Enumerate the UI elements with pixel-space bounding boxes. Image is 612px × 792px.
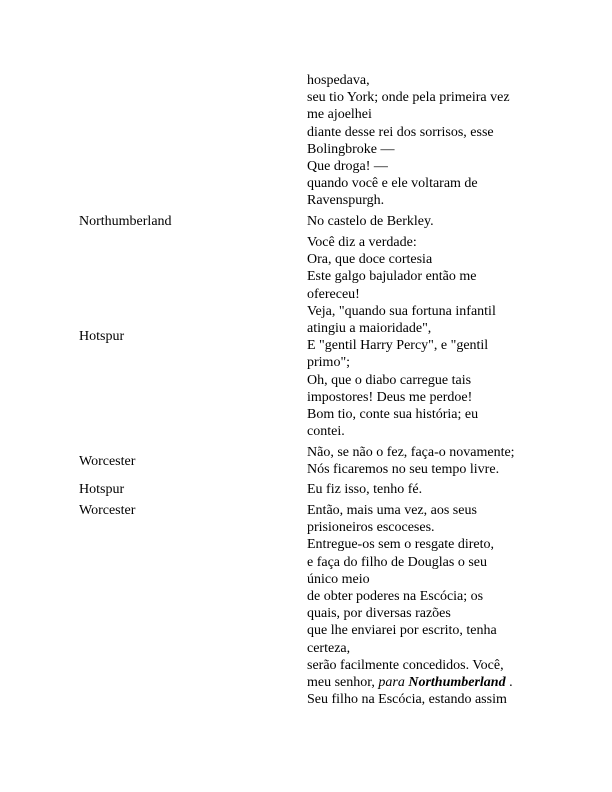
speaker-name: Hotspur [79,329,125,344]
dialogue-line: Entregue-os sem o resgate direto, [307,537,494,553]
dialogue-line: prisioneiros escoceses. [307,520,435,536]
line-prefix: meu senhor, [307,674,379,690]
dialogue-line: Seu filho na Escócia, estando assim [307,692,507,708]
bold-italic-name: Northumberland [408,674,506,690]
dialogue-line: impostores! Deus me perdoe! [307,389,473,405]
dialogue-lines [307,234,547,440]
dialogue-lines [307,213,547,230]
dialogue-line: Ora, que doce cortesia [307,252,433,268]
dialogue-line: Este galgo bajulador então me [307,269,477,285]
dialogue-lines [307,481,547,498]
dialogue-line: seu tio York; onde pela primeira vez [307,90,510,106]
dialogue-line: me ajoelhei [307,107,372,123]
line-suffix: . [505,674,513,690]
dialogue-line: Nós ficaremos no seu tempo livre. [307,462,500,478]
speaker-name: Northumberland [79,214,172,229]
dialogue-line: Não, se não o fez, faça-o novamente; [307,445,515,460]
dialogue-line: primo"; [307,355,351,371]
dialogue-line: Veja, "quando sua fortuna infantil [307,303,496,319]
italic-word: para [378,674,405,690]
speaker-name: Hotspur [79,482,125,497]
dialogue-line: Oh, que o diabo carregue tais [307,372,472,388]
dialogue-line: e faça do filho de Douglas o seu [307,554,487,570]
dialogue-line: No castelo de Berkley. [307,214,434,229]
dialogue-line: Ravenspurgh. [307,193,385,209]
dialogue-line-mixed [307,674,547,691]
dialogue-lines [307,72,547,210]
dialogue-line: diante desse rei dos sorrisos, esse [307,124,494,140]
dialogue-line: quando você e ele voltaram de [307,176,478,192]
dialogue-line: Bom tio, conte sua história; eu [307,406,479,422]
dialogue-line: Eu fiz isso, tenho fé. [307,482,423,497]
dialogue-line: contei. [307,424,345,440]
dialogue-line: Então, mais uma vez, aos seus [307,503,477,518]
dialogue-line: Você diz a verdade: [307,235,417,250]
dialogue-line: ofereceu! [307,286,360,302]
dialogue-line: que lhe enviarei por escrito, tenha [307,623,497,639]
speaker-name: Worcester [79,454,136,469]
dialogue-lines [307,444,547,478]
dialogue-line: atingiu a maioridade", [307,320,432,336]
dialogue-line: Bolingbroke — [307,141,395,157]
dialogue-line: certeza, [307,640,351,656]
dialogue-line: Que droga! — [307,158,388,174]
speaker-name: Worcester [79,503,136,518]
dialogue-line: único meio [307,571,370,587]
dialogue-lines [307,502,547,708]
dialogue-line: hospedava, [307,73,370,88]
dialogue-line: de obter poderes na Escócia; os [307,588,484,604]
dialogue-line: quais, por diversas razões [307,606,451,622]
dialogue-line: serão facilmente concedidos. Você, [307,657,504,673]
dialogue-line: E "gentil Harry Percy", e "gentil [307,338,489,354]
